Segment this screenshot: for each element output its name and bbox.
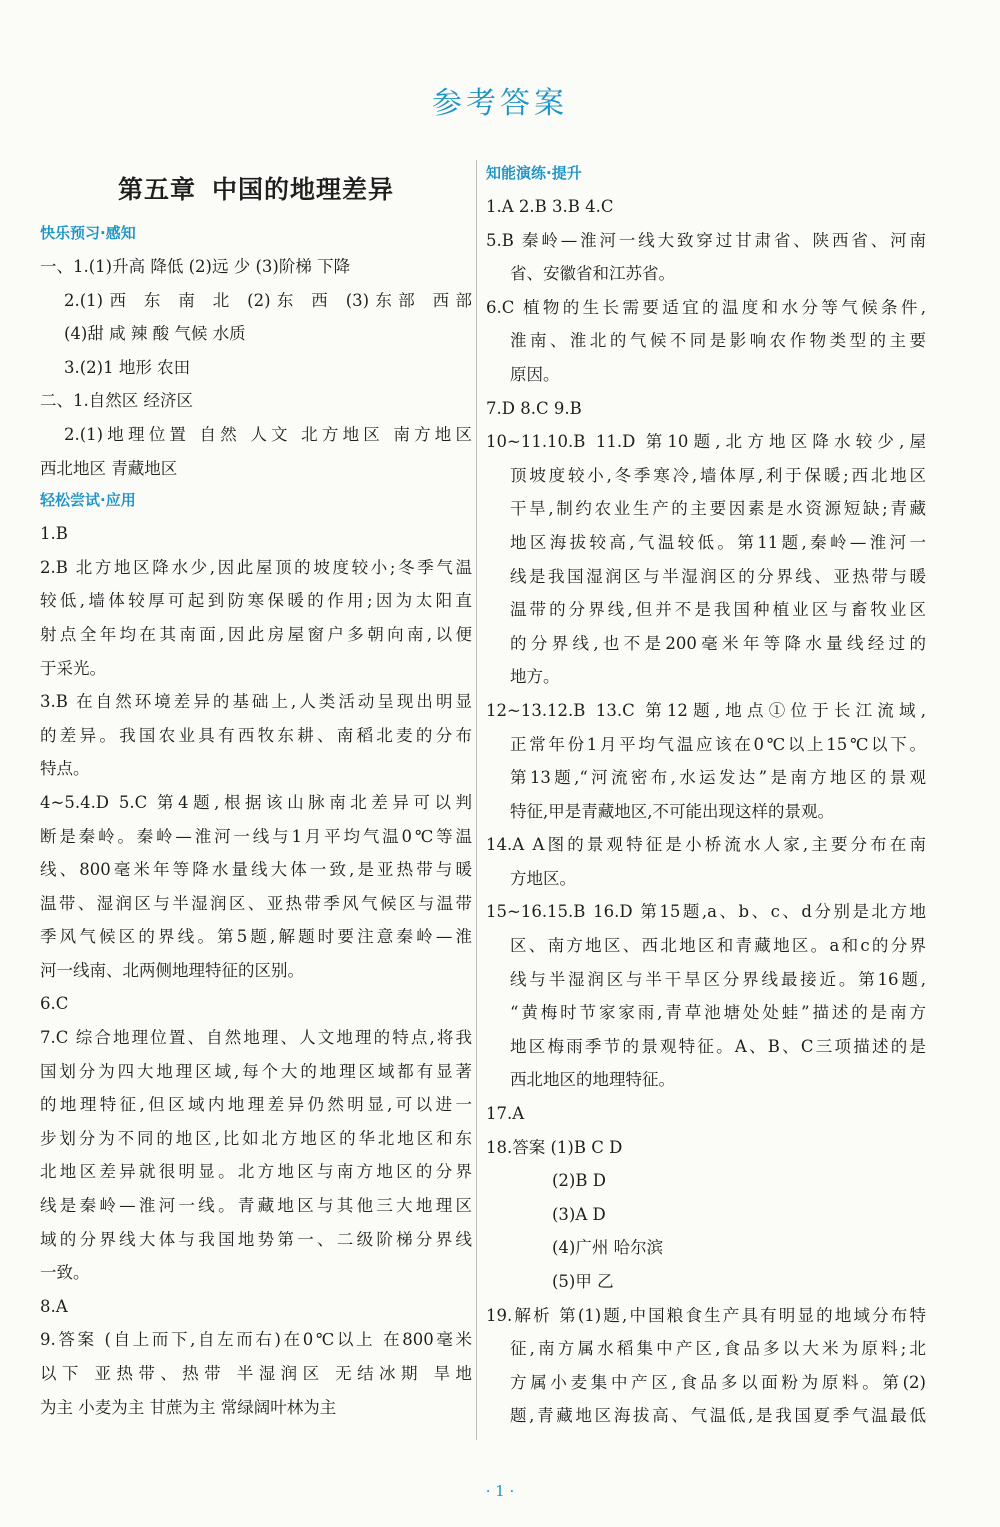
answer-line: 3.(2)1 地形 农田 bbox=[64, 357, 191, 377]
answer-line: 5.B 秦岭—淮河一线大致穿过甘肃省、陕西省、河南 bbox=[486, 230, 926, 250]
answer-line: 国划分为四大地理区域,每个大的地理区域都有显著 bbox=[40, 1061, 472, 1081]
answer-line: 干旱,制约农业生产的主要因素是水资源短缺;青藏 bbox=[510, 499, 926, 519]
answer-line: 6.C 植物的生长需要适宜的温度和水分等气候条件, bbox=[486, 297, 926, 317]
column-divider bbox=[476, 160, 477, 1440]
answer-line: 淮南、淮北的气候不同是影响农作物类型的主要 bbox=[510, 331, 926, 351]
answer-line: 4~5.4.D 5.C 第4题,根据该山脉南北差异可以判 bbox=[40, 792, 472, 812]
answer-line: 2.B 北方地区降水少,因此屋顶的坡度较小;冬季气温 bbox=[40, 557, 472, 577]
answer-line: 地方。 bbox=[510, 667, 560, 687]
chapter-name: 中国的地理差异 bbox=[212, 175, 395, 204]
chapter-number: 第五章 bbox=[117, 175, 196, 204]
answer-line: 1.B bbox=[40, 524, 68, 544]
answer-line: 2.(1)西 东 南 北 (2)东 西 (3)东部 西部 bbox=[64, 290, 472, 310]
answer-line: “黄梅时节家家雨,青草池塘处处蛙”描述的是南方 bbox=[510, 1003, 926, 1023]
answer-line: 14.A A图的景观特征是小桥流水人家,主要分布在南 bbox=[486, 835, 926, 855]
chapter-title bbox=[40, 170, 472, 206]
answer-line: 顶坡度较小,冬季寒冷,墙体厚,利于保暖;西北地区 bbox=[510, 465, 926, 485]
answer-line: 9.答案 (自上而下,自左而右)在0℃以上 在800毫米 bbox=[40, 1330, 472, 1350]
answer-line: 温带、湿润区与半湿润区、亚热带季风气候区与温带 bbox=[40, 893, 472, 913]
section-heading: 快乐预习·感知 bbox=[40, 224, 136, 242]
answer-line: 的差异。我国农业具有西牧东耕、南稻北麦的分布 bbox=[40, 725, 472, 745]
answer-line: 第13题,“河流密布,水运发达”是南方地区的景观 bbox=[510, 768, 926, 788]
answer-line: 18.答案 (1)B C D bbox=[486, 1137, 623, 1157]
answer-line: 河一线南、北两侧地理特征的区别。 bbox=[40, 960, 304, 980]
answer-line: 正常年份1月平均气温应该在0℃以上15℃以下。 bbox=[510, 734, 926, 754]
page-title: 参考答案 bbox=[432, 86, 568, 121]
answer-line: (2)B D bbox=[552, 1171, 606, 1191]
answer-line: 17.A bbox=[486, 1104, 525, 1124]
answer-line: (4)甜 咸 辣 酸 气候 水质 bbox=[64, 324, 246, 344]
answer-line: 步划分为不同的地区,比如北方地区的华北地区和东 bbox=[40, 1128, 472, 1148]
answer-line: 线是我国湿润区与半湿润区的分界线、亚热带与暖 bbox=[510, 566, 926, 586]
answer-line: (3)A D bbox=[552, 1204, 606, 1224]
answer-line: 19.解析 第(1)题,中国粮食生产具有明显的地域分布特 bbox=[486, 1305, 926, 1325]
left-answers bbox=[40, 220, 472, 1424]
left-column bbox=[40, 158, 472, 1424]
answer-line: 西北地区 青藏地区 bbox=[40, 458, 178, 478]
answer-line: 北地区差异就很明显。北方地区与南方地区的分界 bbox=[40, 1162, 472, 1182]
answer-line: 的地理特征,但区域内地理差异仍然明显,可以进一 bbox=[40, 1095, 472, 1115]
answer-line: 方属小麦集中产区,食品多以面粉为原料。第(2) bbox=[510, 1372, 926, 1392]
answer-line: 方地区。 bbox=[510, 868, 576, 888]
answer-line: 季风气候区的界线。第5题,解题时要注意秦岭—淮 bbox=[40, 927, 472, 947]
answer-line: 征,南方属水稻集中产区,食品多以大米为原料;北 bbox=[510, 1339, 926, 1359]
answer-line: 省、安徽省和江苏省。 bbox=[510, 264, 675, 284]
answer-line: 原因。 bbox=[510, 364, 560, 384]
answer-line: 射点全年均在其南面,因此房屋窗户多朝向南,以便 bbox=[40, 624, 472, 644]
answer-line: 15~16.15.B 16.D 第15题,a、b、c、d分别是北方地 bbox=[486, 902, 926, 922]
section-heading: 轻松尝试·应用 bbox=[40, 491, 136, 510]
answer-line: 二、1.自然区 经济区 bbox=[40, 391, 193, 411]
section-heading: 知能演练·提升 bbox=[486, 164, 582, 182]
answer-line: 一致。 bbox=[40, 1263, 90, 1283]
answer-line: 较低,墙体较厚可起到防寒保暖的作用;因为太阳直 bbox=[40, 591, 472, 611]
answer-line: 地区梅雨季节的景观特征。A、B、C三项描述的是 bbox=[510, 1036, 926, 1056]
answer-line: 一、1.(1)升高 降低 (2)远 少 (3)阶梯 下降 bbox=[40, 257, 351, 276]
answer-line: (4)广州 哈尔滨 bbox=[552, 1238, 664, 1258]
answer-line: 线、800毫米年等降水量线大体一致,是亚热带与暖 bbox=[40, 860, 472, 880]
answer-line: 题,青藏地区海拔高、气温低,是我国夏季气温最低 bbox=[510, 1406, 926, 1426]
answer-line: 10~11.10.B 11.D 第10题,北方地区降水较少,屋 bbox=[486, 432, 926, 452]
answer-line: 线是秦岭—淮河一线。青藏地区与其他三大地理区 bbox=[40, 1196, 472, 1216]
answer-line: 西北地区的地理特征。 bbox=[510, 1070, 675, 1090]
answer-line: 3.B 在自然环境差异的基础上,人类活动呈现出明显 bbox=[40, 692, 472, 712]
right-answers bbox=[486, 160, 926, 1433]
right-column bbox=[486, 158, 926, 1433]
answer-line: 线与半湿润区与半干旱区分界线最接近。第16题, bbox=[510, 969, 926, 989]
answer-line: 7.D 8.C 9.B bbox=[486, 398, 582, 418]
answer-line: 12~13.12.B 13.C 第12题,地点①位于长江流域, bbox=[486, 700, 926, 720]
answer-line: 温带的分界线,但并不是我国种植业区与畜牧业区 bbox=[510, 600, 926, 620]
answer-line: 特点。 bbox=[40, 759, 90, 779]
answer-line: 7.C 综合地理位置、自然地理、人文地理的特点,将我 bbox=[40, 1028, 472, 1048]
answer-line: 1.A 2.B 3.B 4.C bbox=[486, 197, 614, 216]
answer-line: 8.A bbox=[40, 1296, 68, 1316]
answer-line: 区、南方地区、西北地区和青藏地区。a和c的分界 bbox=[510, 936, 926, 956]
answer-line: 6.C bbox=[40, 994, 69, 1014]
answer-line: 断是秦岭。秦岭—淮河一线与1月平均气温0℃等温 bbox=[40, 826, 472, 846]
answer-line: 于采光。 bbox=[40, 658, 106, 678]
answer-line: 以下 亚热带、热带 半湿润区 无结冰期 旱地 bbox=[40, 1364, 472, 1383]
page-number: · 1 · bbox=[485, 1482, 515, 1500]
answer-line: (5)甲 乙 bbox=[552, 1272, 614, 1291]
answer-line: 2.(1)地理位置 自然 人文 北方地区 南方地区 bbox=[64, 424, 472, 444]
answer-line: 的分界线,也不是200毫米年等降水量线经过的 bbox=[510, 633, 926, 653]
answer-line: 地区海拔较高,气温较低。第11题,秦岭—淮河一 bbox=[510, 532, 926, 552]
answer-line: 为主 小麦为主 甘蔗为主 常绿阔叶林为主 bbox=[40, 1397, 337, 1417]
answer-line: 域的分界线大体与我国地势第一、二级阶梯分界线 bbox=[40, 1229, 472, 1249]
answer-line: 特征,甲是青藏地区,不可能出现这样的景观。 bbox=[510, 801, 834, 821]
